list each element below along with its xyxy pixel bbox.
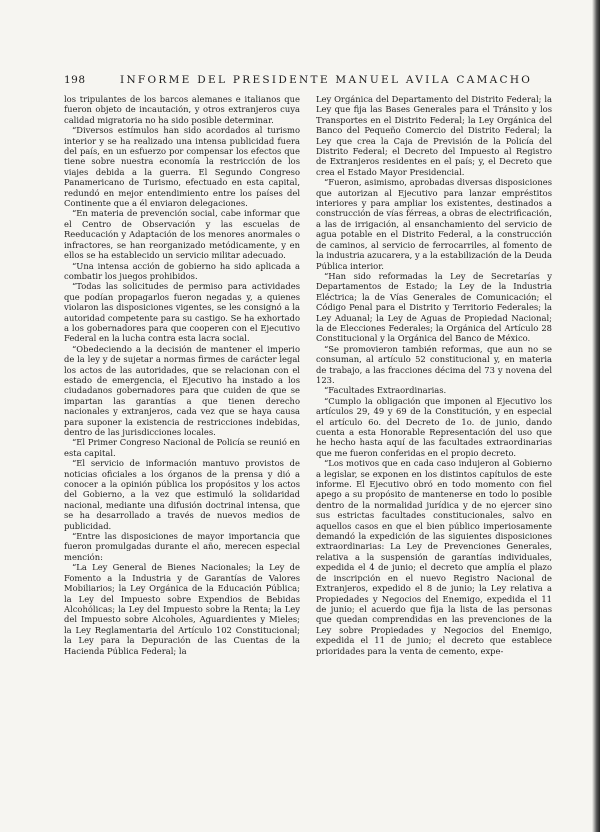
paragraph: Ley Orgánica del Departamento del Distrito Federal; la Ley que fija las Bases Generales para el Tránsito y los Transportes en el Distrito Federal; la Ley Orgánica del Banco del Pequeño Comercio del Distrito Federal; la Ley que crea la Caja de Previsión de la Policía del Distrito Federal; el Decreto del Impuesto al Registro de Extranjeros residentes en el país; y, el Decreto que crea el Estado Mayor Presidencial. xyxy=(316,94,552,177)
paragraph: “Han sido reformadas la Ley de Secretarías y Departamentos de Estado; la Ley de la Industria Eléctrica; la de Vías Generales de Comunicación; el Código Penal para el Distrito y Territorio Federales; la Ley Aduanal; la Ley de Aguas de Propiedad Nacional; la de Elecciones Federales; la Orgánica del Artículo 28 Constitucional y la Orgánica del Banco de México. xyxy=(316,270,552,344)
paragraph: “En materia de prevención social, cabe informar que el Centro de Observación y las escuelas de Reeducación y Adaptación de los menores anormales o infractores, se han reorganizado metódicamente, y en ellos se ha establecido un servicio militar adecuado. xyxy=(64,208,300,261)
page-edge-shadow xyxy=(592,0,600,832)
paragraph: “Cumplo la obligación que imponen al Ejecutivo los artículos 29, 49 y 69 de la Constitución, y en especial el artículo 6o. del Decreto de 1o. de junio, dando cuenta a esta Honorable Representación del uso que he hecho hasta aquí de las facultades extraordinarias que me fueron conferidas en el propio decreto. xyxy=(316,395,552,458)
text-columns xyxy=(64,94,552,824)
page-header xyxy=(64,74,546,88)
paragraph: “Entre las disposiciones de mayor importancia que fueron promulgadas durante el año, merecen especial mención: xyxy=(64,531,300,562)
paragraph: “Se promovieron también reformas, que aun no se consuman, al artículo 52 constitucional y, en materia de trabajo, a las fracciones décima del 73 y novena del 123. xyxy=(316,343,552,385)
page-number: 198 xyxy=(64,74,86,86)
paragraph: “Todas las solicitudes de permiso para actividades que podían propagarlos fueron negadas y, a quienes violaron las disposiciones vigentes, se les consignó a la autoridad competente para su castigo. Se ha exhortado a los gobernadores para que cooperen con el Ejecutivo Federal en la lucha contra esta lacra social. xyxy=(64,281,300,344)
paragraph: “Una intensa acción de gobierno ha sido aplicada a combatir los juegos prohibidos. xyxy=(64,260,300,281)
paragraph: “Diversos estímulos han sido acordados al turismo interior y se ha realizado una intensa publicidad fuera del país, en un esfuerzo por compensar los efectos que tiene sobre nuestra economía la restricción de los viajes debida a la guerra. El Segundo Congreso Panamericano de Turismo, efectuado en esta capital, redundó en mejor entendimiento entre los países del Continente que a él enviaron delegaciones. xyxy=(64,125,300,209)
paragraph: “Fueron, asimismo, aprobadas diversas disposiciones que autorizan al Ejecutivo para lanzar empréstitos interiores y para ampliar los existentes, destinados a construcción de vías férreas, a obras de electrificación, a las de irrigación, al ensanchamiento del servicio de agua potable en el Distrito Federal, a la construcción de caminos, al servicio de ferrocarriles, al fomento de la industria azucarera, y a la estabilización de la Deuda Pública interior. xyxy=(316,177,552,271)
paragraph: “El Primer Congreso Nacional de Policía se reunió en esta capital. xyxy=(64,437,300,458)
paragraph: los tripulantes de los barcos alemanes e italianos que fueron objeto de incautación, y otros extranjeros cuya calidad migratoria no ha sido posible determinar. xyxy=(64,94,300,125)
left-column xyxy=(64,94,300,824)
paragraph: “Obedeciendo a la decisión de mantener el imperio de la ley y de sujetar a normas firmes de carácter legal los actos de las autoridades, que se relacionan con el estado de emergencia, el Ejecutivo ha instado a los ciudadanos gobernadores para que cuiden de que se impartan las garantías a que tienen derecho nacionales y extranjeros, cada vez que se haya causa para suponer la existencia de restricciones indebidas, dentro de las jurisdicciones locales. xyxy=(64,343,300,437)
paragraph: “La Ley General de Bienes Nacionales; la Ley de Fomento a la Industria y de Garantías de Valores Mobiliarios; la Ley Orgánica de la Educación Pública; la Ley del Impuesto sobre Expendios de Bebidas Alcohólicas; la Ley del Impuesto sobre la Renta; la Ley del Impuesto sobre Alcoholes, Aguardientes y Mieles; la Ley Reglamentaria del Artículo 102 Constitucional; la Ley para la Depuración de las Cuentas de la Hacienda Pública Federal; la xyxy=(64,562,300,656)
paragraph: “Los motivos que en cada caso indujeron al Gobierno a legislar, se exponen en los distintos capítulos de este informe. El Ejecutivo obró en todo momento con fiel apego a su propósito de mantenerse en todo lo posible dentro de la normalidad jurídica y de no ejercer sino sus estrictas facultades constitucionales, salvo en aquellos casos en que el bien público imperiosamente demandó la expedición de las siguientes disposiciones extraordinarias: La Ley de Prevenciones Generales, relativa a la suspensión de garantías individuales, expedida el 4 de junio; el decreto que amplía el plazo de inscripción en el nuevo Registro Nacional de Extranjeros, expedido el 8 de junio; la Ley relativa a Propiedades y Negocios del Enemigo, expedida el 11 de junio; el acuerdo que fija la lista de las personas que quedan comprendidas en las prevenciones de la Ley sobre Propiedades y Negocios del Enemigo, expedida el 11 de junio; el decreto que establece prioridades para la venta de cemento, expe- xyxy=(316,458,552,656)
paragraph: “Facultades Extraordinarias. xyxy=(324,385,447,396)
running-title: INFORME DEL PRESIDENTE MANUEL AVILA CAMACHO xyxy=(120,74,533,86)
right-column xyxy=(316,94,552,824)
paragraph: “El servicio de información mantuvo provistos de noticias oficiales a los órganos de la prensa y dió a conocer a la opinión pública los propósitos y los actos del Gobierno, a la vez que estimuló la solidaridad nacional, mediante una difusión doctrinal intensa, que se ha desarrollado a través de nuevos medios de publicidad. xyxy=(64,458,300,531)
